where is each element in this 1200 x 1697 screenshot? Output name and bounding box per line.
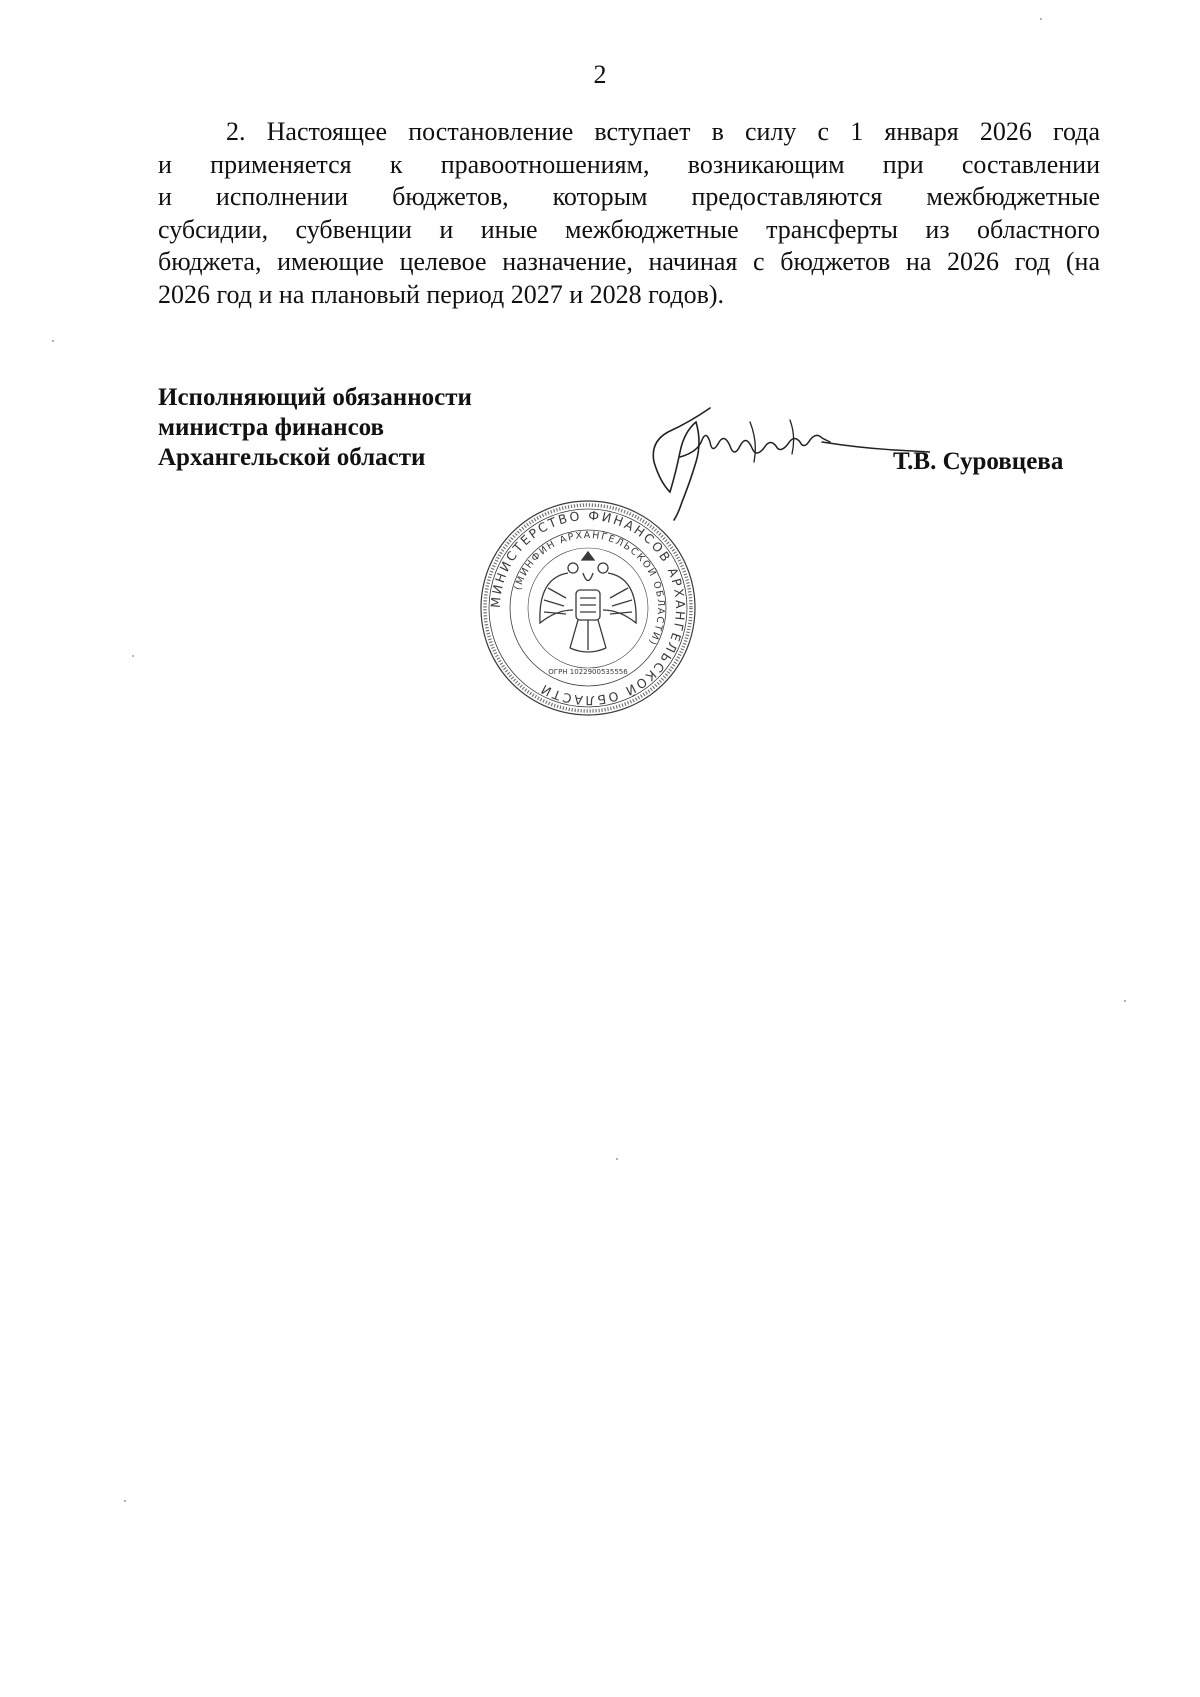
seal-registration-text: ОГРН 1022900535556 (548, 668, 628, 676)
double-headed-eagle-icon (540, 552, 636, 652)
seal-inner-text: (МИНФИН АРХАНГЕЛЬСКОЙ ОБЛАСТИ) (512, 529, 667, 648)
paragraph-line: бюджета, имеющие целевое назначение, начиная с бюджетов на 2026 год (на (158, 247, 1100, 276)
scan-speck (1040, 18, 1042, 20)
signatory-title-line: Архангельской области (158, 444, 426, 471)
page-number: 2 (593, 60, 607, 89)
scan-speck (52, 340, 54, 342)
scan-speck (1124, 1000, 1126, 1002)
paragraph-line: и исполнении бюджетов, которым предоставляются межбюджетные (158, 182, 1100, 211)
seal-outer-text: МИНИСТЕРСТВО ФИНАНСОВ АРХАНГЕЛЬСКОЙ ОБЛАСТИ (487, 507, 689, 709)
signatory-title (158, 383, 472, 473)
scan-speck (124, 1500, 126, 1502)
paragraph-line: субсидии, субвенции и иные межбюджетные трансферты из областного (158, 214, 1100, 244)
paragraph-line: 2. Настоящее постановление вступает в силу с 1 января 2026 года (226, 117, 1100, 146)
paragraph-line: и применяется к правоотношениям, возникающим при составлении (158, 149, 1100, 179)
signer-name: Т.В. Суровцева (893, 448, 1064, 475)
handwritten-signature (640, 402, 930, 522)
paragraph-line: 2026 год и на плановый период 2027 и 2028 годов). (158, 279, 725, 309)
scan-speck (132, 655, 134, 657)
signatory-title-line: Исполняющий обязанности (158, 384, 472, 411)
resolution-paragraph (158, 116, 1100, 311)
scan-speck (616, 1158, 618, 1160)
signatory-title-line: министра финансов (158, 414, 385, 441)
official-seal (478, 498, 698, 718)
